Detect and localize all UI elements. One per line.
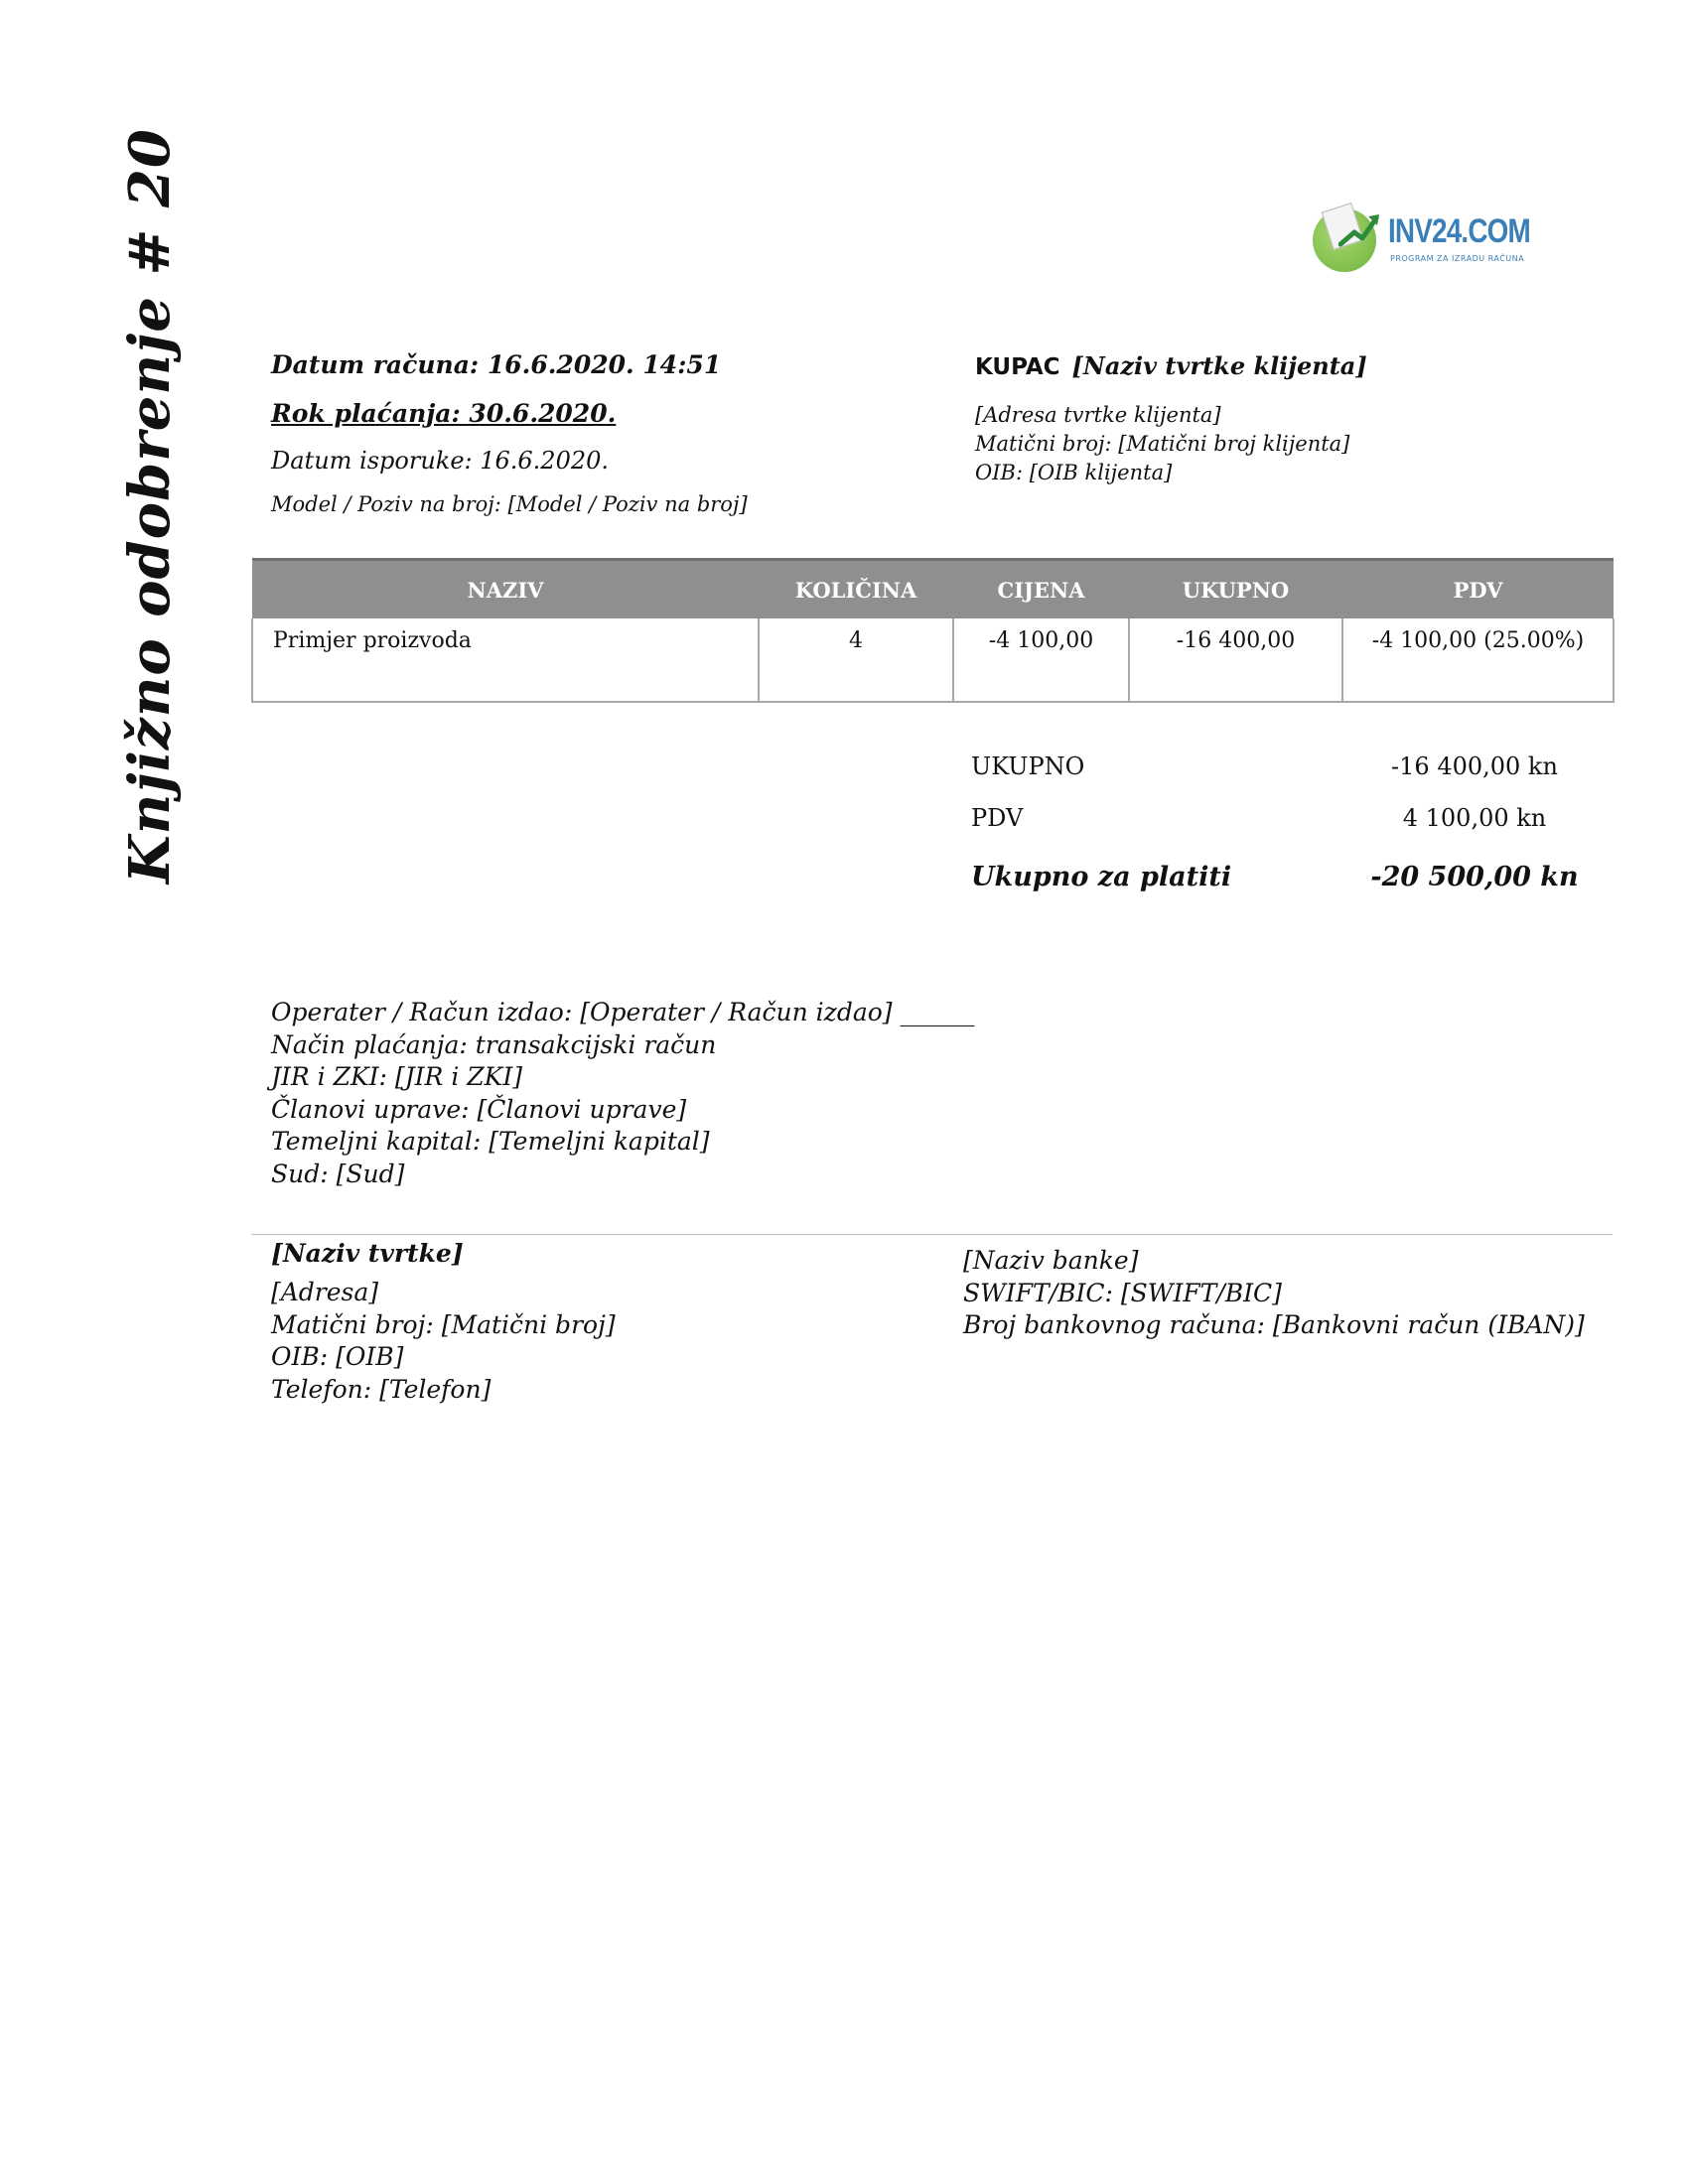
customer-oib: OIB: [OIB klijenta] — [975, 461, 1173, 484]
vat-label: PDV — [971, 804, 1024, 832]
column-header-vat: PDV — [1342, 560, 1614, 619]
capital-line: Temeljni kapital: [Temeljni kapital] — [271, 1127, 710, 1156]
item-vat: -4 100,00 (25.00%) — [1342, 618, 1614, 702]
court-line: Sud: [Sud] — [271, 1159, 405, 1188]
table-header-row — [252, 560, 1614, 619]
amount-due-label: Ukupno za platiti — [971, 862, 1232, 892]
customer-reg-no: Matični broj: [Matični broj klijenta] — [975, 432, 1350, 456]
amount-due-value: -20 500,00 kn — [1370, 862, 1579, 892]
company-reg-no: Matični broj: [Matični broj] — [271, 1309, 616, 1339]
bank-iban: Broj bankovnog računa: [Bankovni račun (IBAN)] — [963, 1310, 1585, 1339]
bank-swift: SWIFT/BIC: [SWIFT/BIC] — [963, 1278, 1282, 1307]
total-value: -16 400,00 kn — [1391, 752, 1558, 780]
table-row — [252, 618, 1614, 702]
due-date: Rok plaćanja: 30.6.2020. — [271, 399, 617, 428]
company-phone: Telefon: [Telefon] — [271, 1374, 492, 1404]
item-quantity: 4 — [759, 618, 953, 702]
company-name: [Naziv tvrtke] — [271, 1239, 464, 1268]
company-address: [Adresa] — [271, 1278, 379, 1306]
footer-divider — [251, 1234, 1613, 1235]
jir-zki-line: JIR i ZKI: [JIR i ZKI] — [271, 1062, 522, 1091]
customer-name: [Naziv tvrtke klijenta] — [1071, 351, 1367, 380]
invoice-info — [271, 997, 975, 1190]
customer-address: [Adresa tvrtke klijenta] — [975, 403, 1221, 427]
document-title: Knjižno odobrenje # 20 — [117, 128, 183, 884]
company-logo — [1313, 205, 1551, 280]
vat-value: 4 100,00 kn — [1402, 804, 1547, 832]
items-table — [251, 558, 1615, 703]
logo-tagline: PROGRAM ZA IZRADU RAČUNA — [1390, 254, 1525, 263]
column-header-price: CIJENA — [953, 560, 1129, 619]
total-label: UKUPNO — [971, 752, 1085, 780]
logo-arrow-icon — [1338, 210, 1380, 252]
item-total: -16 400,00 — [1129, 618, 1342, 702]
column-header-name: NAZIV — [252, 560, 759, 619]
customer-details — [975, 401, 1349, 487]
delivery-date: Datum isporuke: 16.6.2020. — [271, 447, 610, 475]
column-header-total: UKUPNO — [1129, 560, 1342, 619]
customer-heading — [975, 351, 1367, 380]
model-reference: Model / Poziv na broj: [Model / Poziv na broj] — [271, 492, 748, 516]
operator-line: Operater / Račun izdao: [Operater / Račun izdao] ______ — [271, 998, 975, 1026]
invoice-date: Datum računa: 16.6.2020. 14:51 — [271, 350, 722, 379]
bank-details — [963, 1245, 1585, 1342]
board-line: Članovi uprave: [Članovi uprave] — [271, 1094, 687, 1124]
company-oib: OIB: [OIB] — [271, 1342, 404, 1371]
bank-name: [Naziv banke] — [963, 1246, 1139, 1275]
logo-brand-text: INV24.COM — [1388, 212, 1530, 250]
payment-method-line: Način plaćanja: transakcijski račun — [271, 1029, 717, 1059]
item-price: -4 100,00 — [953, 618, 1129, 702]
item-name: Primjer proizvoda — [252, 618, 759, 702]
column-header-quantity: KOLIČINA — [759, 560, 953, 619]
customer-label: KUPAC — [975, 354, 1060, 380]
company-details — [271, 1277, 616, 1406]
